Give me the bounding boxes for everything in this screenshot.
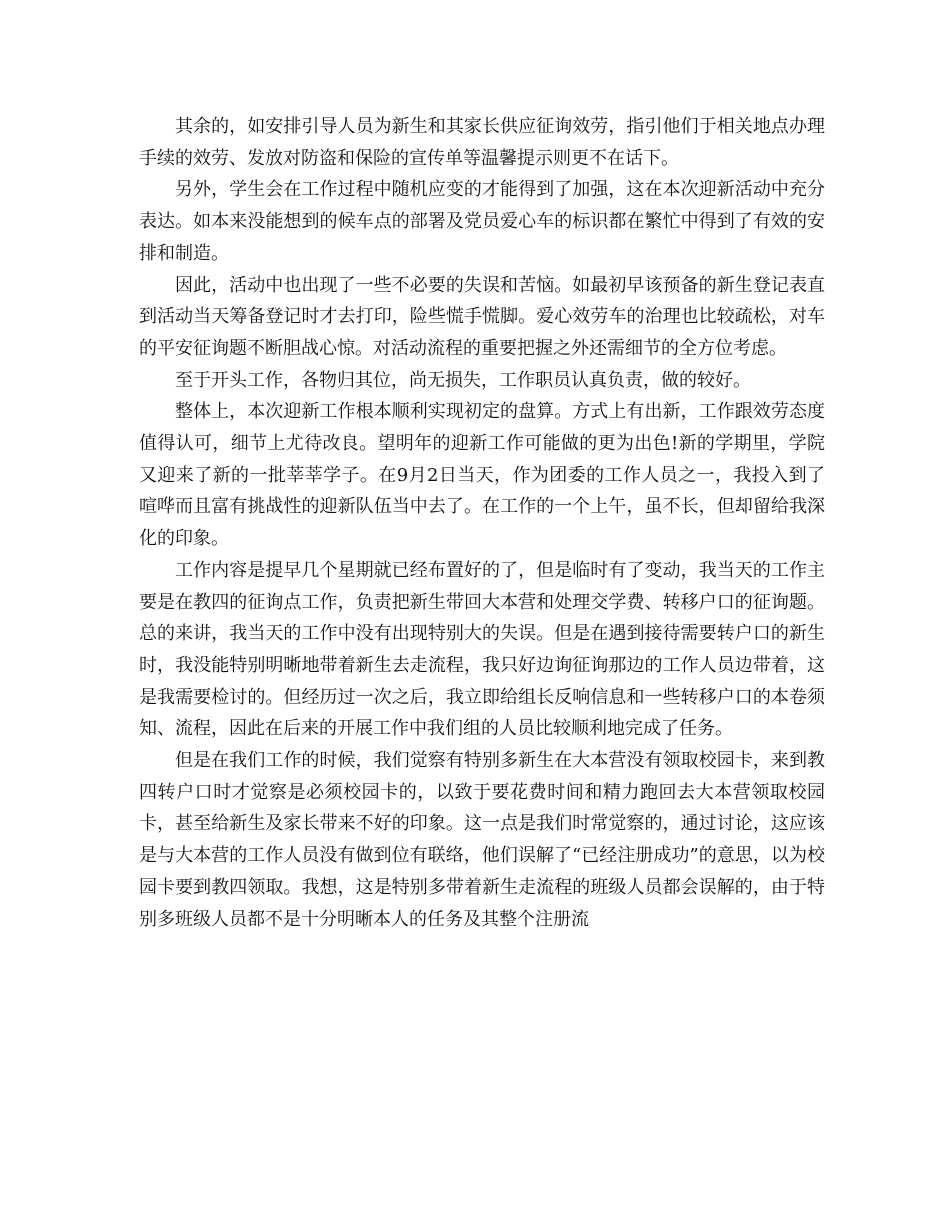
paragraph-7: 但是在我们工作的时候，我们觉察有特别多新生在大本营没有领取校园卡，来到教四转户口时才觉察是必须校园卡的，以致于要花费时间和精力跑回去大本营领取校园卡，甚至给新生及家长带来不好的印象。这一点是我们时常觉察的，通过讨论，这应该是与大本营的工作人员没有做到位有联络，他们误解了“已经注册成功”的意思，以为校园卡要到教四领取。我想，这是特别多带着新生走流程的班级人员都会误解的，由于特别多班级人员都不是十分明晰本人的任务及其整个注册流 [139, 750, 825, 930]
paragraph-3: 因此，活动中也出现了一些不必要的失误和苦恼。如最初早该预备的新生登记表直到活动当天筹备登记时才去打印，险些慌手慌脚。爱心效劳车的治理也比较疏松，对车的平安征询题不断胆战心惊。对活动流程的重要把握之外还需细节的全方位考虑。 [139, 274, 825, 359]
paragraph-6: 工作内容是提早几个星期就已经布置好的了，但是临时有了变动，我当天的工作主要是在教四的征询点工作，负责把新生带回大本营和处理交学费、转移户口的征询题。总的来讲，我当天的工作中没有出现特别大的失误。但是在遇到接待需要转户口的新生时，我没能特别明晰地带着新生去走流程，我只好边询征询那边的工作人员边带着，这是我需要检讨的。但经历过一次之后，我立即给组长反响信息和一些转移户口的本卷须知、流程，因此在后来的开展工作中我们组的人员比较顺利地完成了任务。 [139, 559, 825, 740]
paragraph-1: 其余的，如安排引导人员为新生和其家长供应征询效劳，指引他们于相关地点办理手续的效劳、发放对防盗和保险的宣传单等温馨提示则更不在话下。 [139, 116, 825, 169]
paragraph-4: 至于开头工作，各物归其位，尚无损失，工作职员认真负责，做的较好。 [175, 369, 751, 391]
paragraph-2: 另外，学生会在工作过程中随机应变的才能得到了加强，这在本次迎新活动中充分表达。如本来没能想到的候车点的部署及党员爱心车的标识都在繁忙中得到了有效的安排和制造。 [139, 179, 825, 264]
document-body [139, 111, 825, 935]
paragraph-5: 整体上，本次迎新工作根本顺利实现初定的盘算。方式上有出新，工作跟效劳态度值得认可，细节上尤待改良。望明年的迎新工作可能做的更为出色!新的学期里，学院又迎来了新的一批莘莘学子。在9月2日当天，作为团委的工作人员之一，我投入到了喧哗而且富有挑战性的迎新队伍当中去了。在工作的一个上午，虽不长，但却留给我深化的印象。 [139, 401, 825, 550]
